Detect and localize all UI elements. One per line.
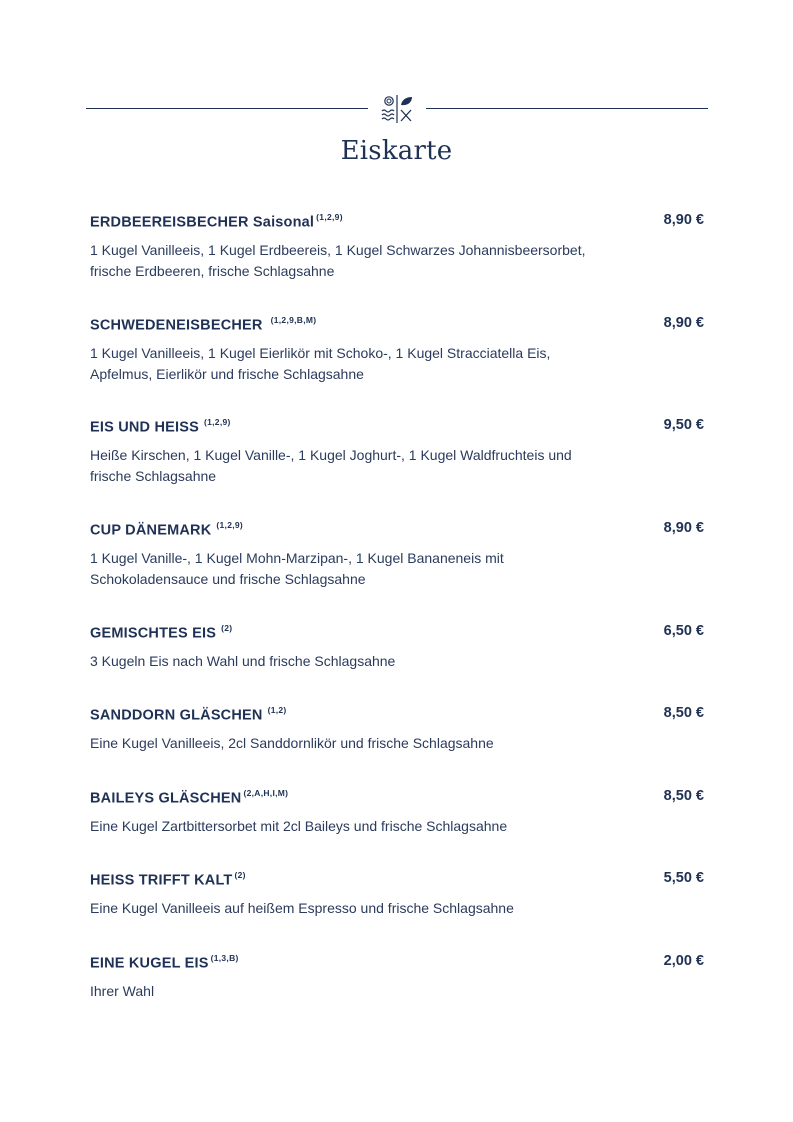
item-name: ERDBEEREISBECHER Saisonal [90,214,315,231]
item-price: 8,90 € [663,212,704,228]
item-name: SCHWEDENEISBECHER [90,317,263,334]
item-name: CUP DÄNEMARK [90,522,212,539]
allergen-codes: (2,A,H,I,M) [243,788,289,798]
allergen-codes: (1,2,9) [216,520,244,530]
item-description: Eine Kugel Zartbittersorbet mit 2cl Baileys und frische Schlagsahne [90,818,508,834]
menu-item [90,315,704,417]
item-price: 9,50 € [663,417,704,433]
item-price: 8,50 € [663,705,704,721]
item-price: 8,50 € [663,788,704,804]
menu-item [90,520,704,623]
allergen-codes: (1,3,B) [210,953,239,963]
item-description: Eine Kugel Vanilleeis, 2cl Sanddornlikör und frische Schlagsahne [90,735,494,751]
allergen-codes: (1,2) [267,705,287,715]
restaurant-logo-icon [379,94,415,124]
allergen-codes: (1,2,9) [316,212,343,222]
item-name: GEMISCHTES EIS [90,625,217,642]
page-title: Eiskarte [340,136,453,166]
menu-item [90,623,704,705]
item-name: HEISS TRIFFT KALT [90,872,233,889]
item-description: 1 Kugel Vanilleeis, 1 Kugel Eierlikör mit Schoko-, 1 Kugel Stracciatella Eis, Apfelmus, Eierlikör und frische Schlagsahne [90,345,551,382]
item-description: 3 Kugeln Eis nach Wahl und frische Schlagsahne [90,653,396,669]
item-description: Ihrer Wahl [90,983,155,999]
menu-item [90,870,704,953]
divider-right [426,108,708,109]
menu-list [90,212,704,1013]
item-name: BAILEYS GLÄSCHEN [90,790,242,807]
item-price: 8,90 € [663,315,704,331]
item-description: 1 Kugel Vanilleeis, 1 Kugel Erdbeereis, 1 Kugel Schwarzes Johannisbeersorbet, frische Erdbeeren, frische Schlagsahne [90,242,586,279]
allergen-codes: (1,2,9) [203,417,231,427]
item-name: EIS UND HEISS [90,419,199,436]
allergen-codes: (1,2,9,B,M) [270,315,317,325]
header-ornament [86,94,708,126]
item-name: EINE KUGEL EIS [90,955,209,972]
item-price: 8,90 € [663,520,704,536]
menu-item [90,212,704,315]
menu-item [90,705,704,788]
allergen-codes: (2) [234,870,246,880]
item-price: 6,50 € [663,623,704,639]
menu-item [90,953,704,1013]
menu-item [90,417,704,520]
menu-item [90,788,704,870]
item-description: Heiße Kirschen, 1 Kugel Vanille-, 1 Kugel Joghurt-, 1 Kugel Waldfruchteis und frische Schlagsahne [90,447,572,484]
item-description: 1 Kugel Vanille-, 1 Kugel Mohn-Marzipan-, 1 Kugel Bananeneis mit Schokoladensauce und frische Schlagsahne [90,550,504,587]
item-description: Eine Kugel Vanilleeis auf heißem Espresso und frische Schlagsahne [90,900,514,916]
allergen-codes: (2) [221,623,233,633]
item-name: SANDDORN GLÄSCHEN [90,707,263,724]
item-price: 2,00 € [663,953,704,969]
divider-left [86,108,368,109]
item-price: 5,50 € [663,870,704,886]
